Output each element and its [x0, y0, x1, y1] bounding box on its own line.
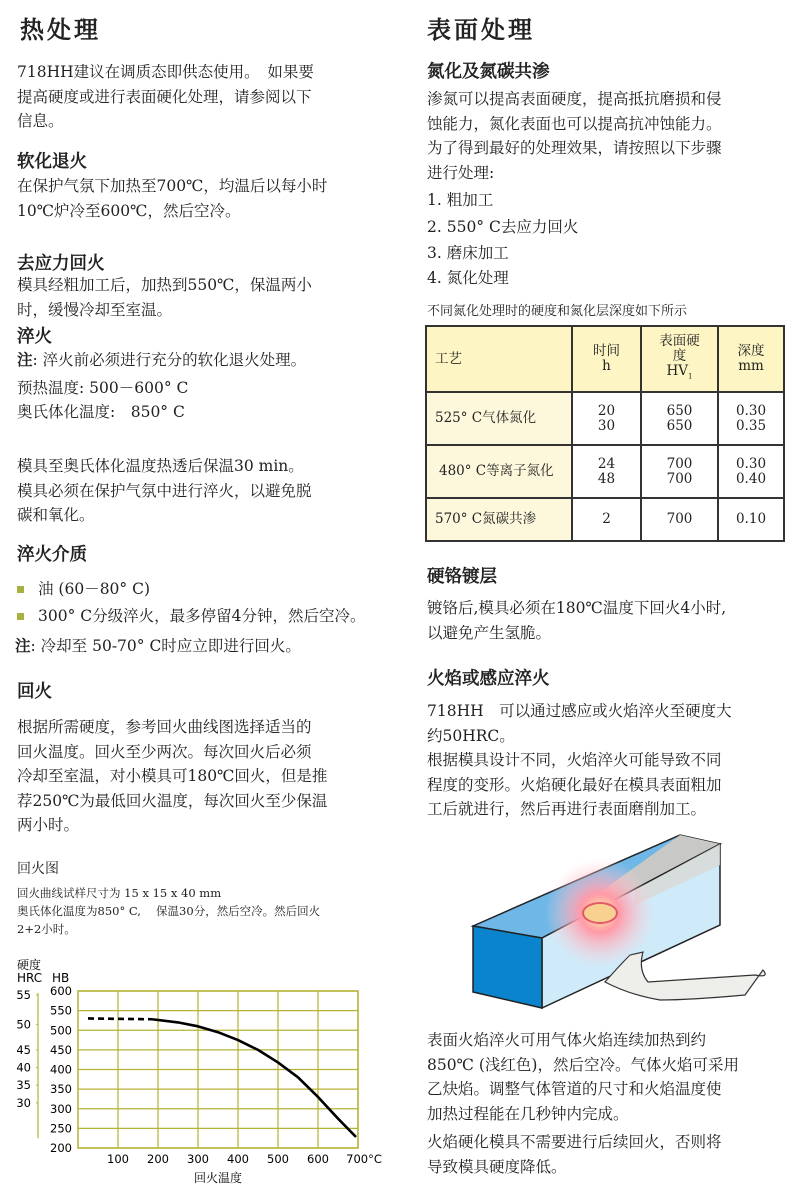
x-tick-label: 700°C	[346, 1152, 382, 1166]
hrc-tick-label: 30	[16, 1095, 31, 1110]
text-line: 回火曲线试样尺寸为 15 x 15 x 40 mm	[17, 886, 222, 900]
text-line: 加热过程能在几秒钟内完成。	[427, 1104, 629, 1123]
text-line: 在保护气氛下加热至700℃，均温后以每小时	[17, 177, 328, 195]
chrome-plating-text	[427, 596, 726, 645]
bullet-icon	[17, 586, 24, 593]
cell-value: 0.30	[735, 402, 767, 419]
hrc-tick-label: 55	[16, 987, 31, 1002]
quench-media-list	[15, 576, 365, 660]
note-label: 注	[17, 351, 33, 369]
text-line: 718HH 可以通过感应或火焰淬火至硬度大	[427, 702, 732, 720]
text-line: 10℃炉冷至600℃，然后空冷。	[17, 201, 241, 220]
text-line: 奥氏体化温度为850° C, 保温30分，然后空冷。然后回火	[17, 904, 321, 918]
cell-process: 570° C氮碳共渗	[426, 498, 572, 541]
text-line: 模具经粗加工后，加热到550℃，保温两小	[17, 276, 312, 294]
cell-value: 24	[597, 455, 616, 472]
text-line: 表面火焰淬火可用气体火焰连续加热到约	[427, 1031, 707, 1049]
text-line: 2+2小时。	[17, 922, 76, 936]
chart-title: 回火图	[17, 861, 59, 877]
table-header-row	[426, 326, 784, 392]
nitriding-heading: 氮化及氮碳共渗	[427, 62, 550, 82]
stress-relief-text	[17, 273, 312, 322]
hb-tick-label: 200	[50, 1141, 72, 1155]
tempering-chart	[0, 950, 400, 1200]
text-line: 根据所需硬度，参考回火曲线图选择适当的	[17, 718, 312, 736]
tempering-heading: 回火	[17, 682, 52, 702]
stress-relief-heading: 去应力回火	[17, 254, 105, 274]
flame-detail-text	[427, 1028, 739, 1126]
step-item: 4. 氮化处理	[427, 268, 509, 287]
x-tick-label: 500	[267, 1152, 289, 1166]
soft-anneal-heading: 软化退火	[17, 152, 87, 172]
flame-hardening-heading: 火焰或感应淬火	[427, 669, 550, 689]
table-row	[426, 445, 784, 498]
text-line: 以避免产生氢脆。	[427, 623, 552, 642]
nitriding-table	[425, 325, 785, 542]
austenitize-temp: 奥氏体化温度: 850° C	[17, 403, 185, 421]
flame-hardening-text	[427, 699, 732, 822]
text-line: 模具至奥氏体化温度热透后保温30 min。	[17, 457, 304, 475]
x-tick-label: 100	[107, 1152, 129, 1166]
header-text: 表面硬度	[659, 332, 700, 364]
soft-anneal-text	[17, 174, 327, 223]
text-line: 两小时。	[17, 816, 80, 834]
hardening-detail	[17, 454, 312, 528]
flame-hardening-illustration	[470, 830, 770, 1015]
intro-paragraph	[17, 60, 314, 134]
cell-value: 0.35	[735, 417, 767, 434]
cell-value: 650	[666, 417, 693, 434]
text-line: 镀铬后,模具必须在180℃温度下回火4小时,	[427, 599, 727, 617]
cell-value: 30	[597, 417, 616, 434]
list-item-text: 油 (60－80° C)	[38, 580, 151, 598]
text-line: 渗氮可以提高表面硬度，提高抵抗磨损和侵	[427, 90, 722, 108]
header-text: 时间	[593, 343, 620, 359]
hardening-heading: 淬火	[17, 327, 52, 347]
hb-axis-label: HB	[52, 971, 70, 985]
cell-process: 525° C气体氮化	[426, 392, 572, 445]
chrome-plating-heading: 硬铬镀层	[427, 567, 497, 587]
tempering-text	[17, 715, 327, 838]
list-item	[15, 603, 365, 630]
table-row	[426, 392, 784, 445]
text-line: 模具必须在保护气氛中进行淬火，以避免脱	[17, 481, 312, 500]
hb-tick-label: 300	[50, 1101, 72, 1116]
note-text: : 淬火前必须进行充分的软化退火处理。	[32, 351, 307, 369]
hrc-tick-label: 50	[16, 1017, 31, 1032]
text-line: 为了得到最好的处理效果，请按照以下步骤	[427, 139, 722, 157]
hb-tick-label: 250	[50, 1121, 72, 1136]
list-item-text: 300° C分级淬火，最多停留4分钟，然后空冷。	[38, 607, 366, 625]
text-line: 718HH建议在调质态即供态使用。 如果要	[17, 63, 314, 81]
text-line: 导致模具硬度降低。	[427, 1157, 567, 1176]
text-line: 火焰硬化模具不需要进行后续回火，否则将	[427, 1133, 722, 1151]
hardening-text	[17, 348, 306, 425]
nitriding-text	[427, 87, 722, 290]
text-line: 乙炔焰。调整气体管道的尺寸和火焰温度使	[427, 1080, 722, 1098]
text-line: 信息。	[17, 112, 64, 130]
cell-value: 700	[666, 455, 693, 472]
header-unit: mm	[738, 358, 764, 374]
quench-note	[15, 633, 365, 660]
header-unit	[642, 364, 717, 385]
hardening-note	[17, 348, 306, 373]
cell-depth: 0.10	[718, 498, 784, 541]
hb-tick-label: 600	[50, 984, 72, 998]
header-depth	[718, 326, 784, 392]
note-text: : 冷却至 50-70° C时应立即进行回火。	[30, 637, 301, 655]
hrc-tick-label: 40	[16, 1060, 31, 1075]
header-process: 工艺	[426, 326, 572, 392]
surface-treatment-title: 表面处理	[427, 15, 535, 44]
cell-value: 0.30	[735, 455, 767, 472]
quench-media-heading: 淬火介质	[17, 545, 87, 565]
text-line: 提高硬度或进行表面硬化处理，请参阅以下	[17, 87, 312, 106]
hb-tick-label: 550	[50, 1003, 72, 1018]
cell-depth	[718, 392, 784, 445]
chart-notes	[17, 884, 320, 938]
hb-tick-label: 500	[50, 1023, 72, 1038]
header-text: 深度	[737, 343, 765, 359]
text-line: 回火温度。回火至少两次。每次回火后必须	[17, 742, 312, 761]
cell-value: 700	[666, 470, 693, 487]
cell-value: 48	[597, 470, 616, 487]
flame-final-text	[427, 1130, 722, 1179]
x-axis-label: 回火温度	[193, 1171, 243, 1185]
unit-subscript: 1	[688, 372, 693, 381]
series-dashed-line	[88, 1018, 152, 1019]
text-line: 荐250℃为最低回火温度，每次回火至少保温	[17, 791, 328, 810]
heat-treatment-title: 热处理	[20, 15, 101, 44]
cell-time: 2	[572, 498, 641, 541]
table-row	[426, 498, 784, 541]
cell-hardness	[641, 392, 718, 445]
text-line: 约50HRC。	[427, 726, 515, 745]
series-hardness-line	[152, 1019, 356, 1137]
unit-text: HV	[666, 362, 689, 379]
text-line: 进行处理:	[427, 163, 495, 182]
hrc-tick-label: 45	[16, 1042, 31, 1057]
step-item: 3. 磨床加工	[427, 244, 509, 262]
y-axis-label: 硬度	[17, 958, 42, 972]
preheat-temp: 预热温度: 500－600° C	[17, 378, 189, 397]
note-label: 注	[15, 637, 31, 655]
cell-value: 650	[666, 402, 693, 419]
cell-time	[572, 392, 641, 445]
x-tick-label: 600	[307, 1152, 329, 1166]
text-line: 程度的变形。火焰硬化最好在模具表面粗加	[427, 775, 722, 794]
text-line: 850℃ (浅红色)，然后空冷。气体火焰可采用	[427, 1055, 739, 1074]
text-line: 碳和氧化。	[17, 506, 95, 524]
cell-depth	[718, 445, 784, 498]
cell-value: 0.40	[735, 470, 767, 487]
hrc-axis-label: HRC	[17, 971, 43, 985]
cell-process: 480° C等离子氮化	[426, 445, 572, 498]
cell-time	[572, 445, 641, 498]
hb-tick-label: 350	[50, 1082, 72, 1097]
x-tick-label: 200	[147, 1152, 169, 1166]
header-hardness	[641, 326, 718, 392]
hb-tick-label: 450	[50, 1042, 72, 1057]
table-caption: 不同氮化处理时的硬度和氮化层深度如下所示	[427, 304, 688, 319]
text-line: 蚀能力，氮化表面也可以提高抗冲蚀能力。	[427, 114, 722, 133]
x-tick-label: 300	[187, 1152, 209, 1166]
text-line: 工后就进行，然后再进行表面磨削加工。	[427, 800, 707, 818]
bullet-icon	[17, 613, 24, 620]
hb-tick-label: 400	[50, 1062, 72, 1077]
cell-value: 20	[597, 402, 616, 419]
list-item	[15, 576, 365, 603]
hrc-tick-label: 35	[16, 1078, 31, 1093]
step-item: 2. 550° C去应力回火	[427, 217, 579, 236]
text-line: 冷却至室温，对小模具可180℃回火，但是推	[17, 767, 328, 785]
text-line: 时，缓慢冷却至室温。	[17, 300, 173, 319]
text-line: 根据模具设计不同，火焰淬火可能导致不同	[427, 751, 722, 769]
header-unit: h	[602, 358, 611, 374]
cell-hardness: 700	[641, 498, 718, 541]
cell-hardness	[641, 445, 718, 498]
header-time	[572, 326, 641, 392]
x-tick-label: 400	[227, 1152, 249, 1166]
step-item: 1. 粗加工	[427, 191, 494, 209]
